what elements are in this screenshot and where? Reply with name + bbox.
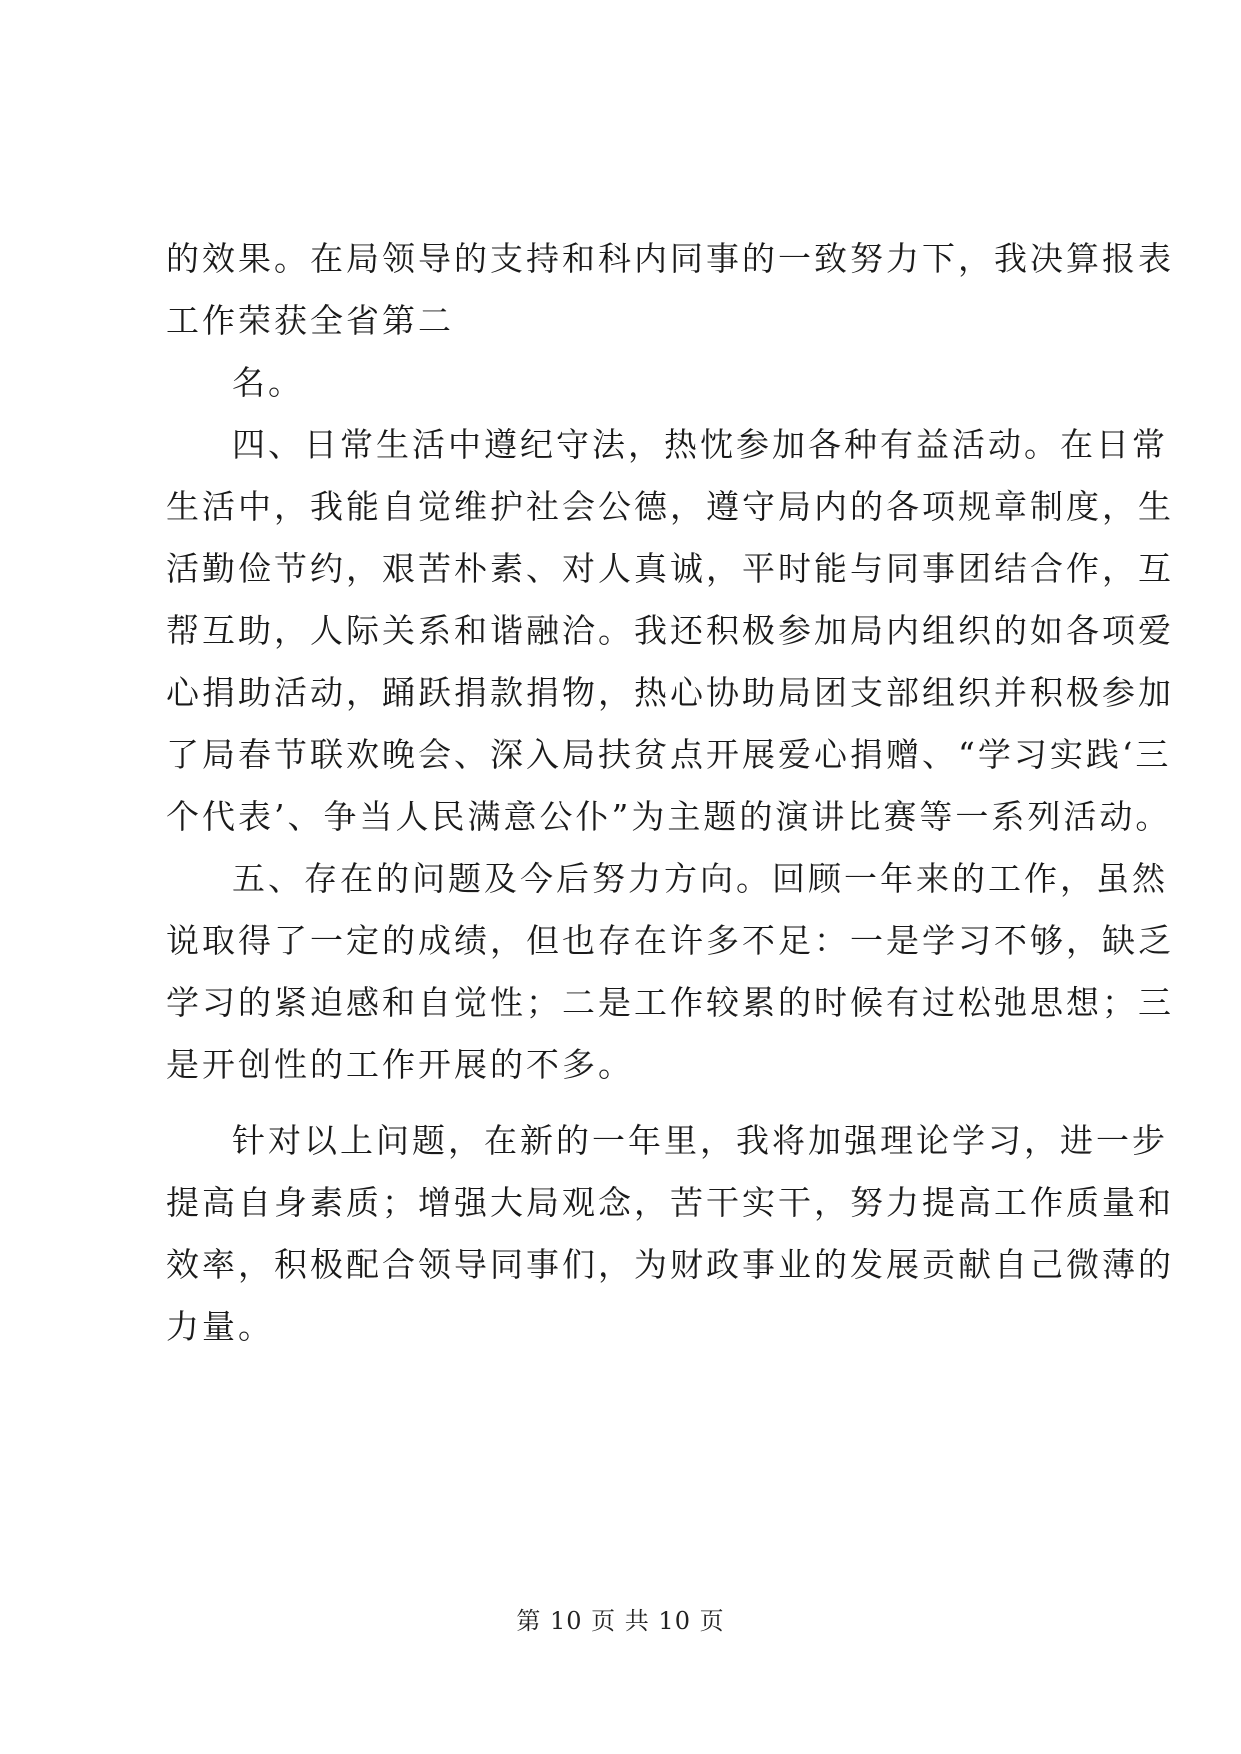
paragraph-spacer (166, 1096, 1086, 1110)
text-line: 心捐助活动，踊跃捐款捐物，热心协助局团支部组织并积极参加 (166, 673, 1174, 712)
page-number-footer: 第 10 页 共 10 页 (516, 1607, 725, 1635)
text-line: 针对以上问题，在新的一年里，我将加强理论学习，进一步 (232, 1121, 1168, 1160)
paragraph-five (166, 848, 1174, 1096)
text-line: 效率，积极配合领导同事们，为财政事业的发展贡献自己微薄的 (166, 1245, 1174, 1284)
text-line: 提高自身素质；增强大局观念，苦干实干，努力提高工作质量和 (166, 1183, 1174, 1222)
text-line: 个代表’、争当人民满意公仆”为主题的演讲比赛等一系列活动。 (166, 797, 1172, 836)
text-line: 生活中，我能自觉维护社会公德，遵守局内的各项规章制度，生 (166, 487, 1174, 526)
text-line: 了局春节联欢晚会、深入局扶贫点开展爱心捐赠、“学习实践‘三 (166, 735, 1172, 774)
paragraph-six (166, 1110, 1174, 1358)
text-line: 五、存在的问题及今后努力方向。回顾一年来的工作，虽然 (232, 859, 1168, 898)
text-line: 名。 (232, 363, 304, 402)
document-body (166, 228, 1174, 1358)
text-line: 工作荣获全省第二 (166, 301, 454, 340)
text-line: 帮互助，人际关系和谐融洽。我还积极参加局内组织的如各项爱 (166, 611, 1174, 650)
text-line: 活勤俭节约，艰苦朴素、对人真诚，平时能与同事团结合作，互 (166, 549, 1174, 588)
text-line: 是开创性的工作开展的不多。 (166, 1045, 634, 1084)
paragraph-fragment (166, 228, 1174, 352)
paragraph-four (166, 414, 1174, 848)
paragraph-ming (166, 352, 1086, 414)
text-line: 四、日常生活中遵纪守法，热忱参加各种有益活动。在日常 (232, 425, 1168, 464)
text-line: 力量。 (166, 1307, 274, 1346)
text-line: 说取得了一定的成绩，但也存在许多不足：一是学习不够，缺乏 (166, 921, 1174, 960)
text-line: 学习的紧迫感和自觉性；二是工作较累的时候有过松弛思想；三 (166, 983, 1174, 1022)
text-line: 的效果。在局领导的支持和科内同事的一致努力下，我决算报表 (166, 239, 1174, 278)
